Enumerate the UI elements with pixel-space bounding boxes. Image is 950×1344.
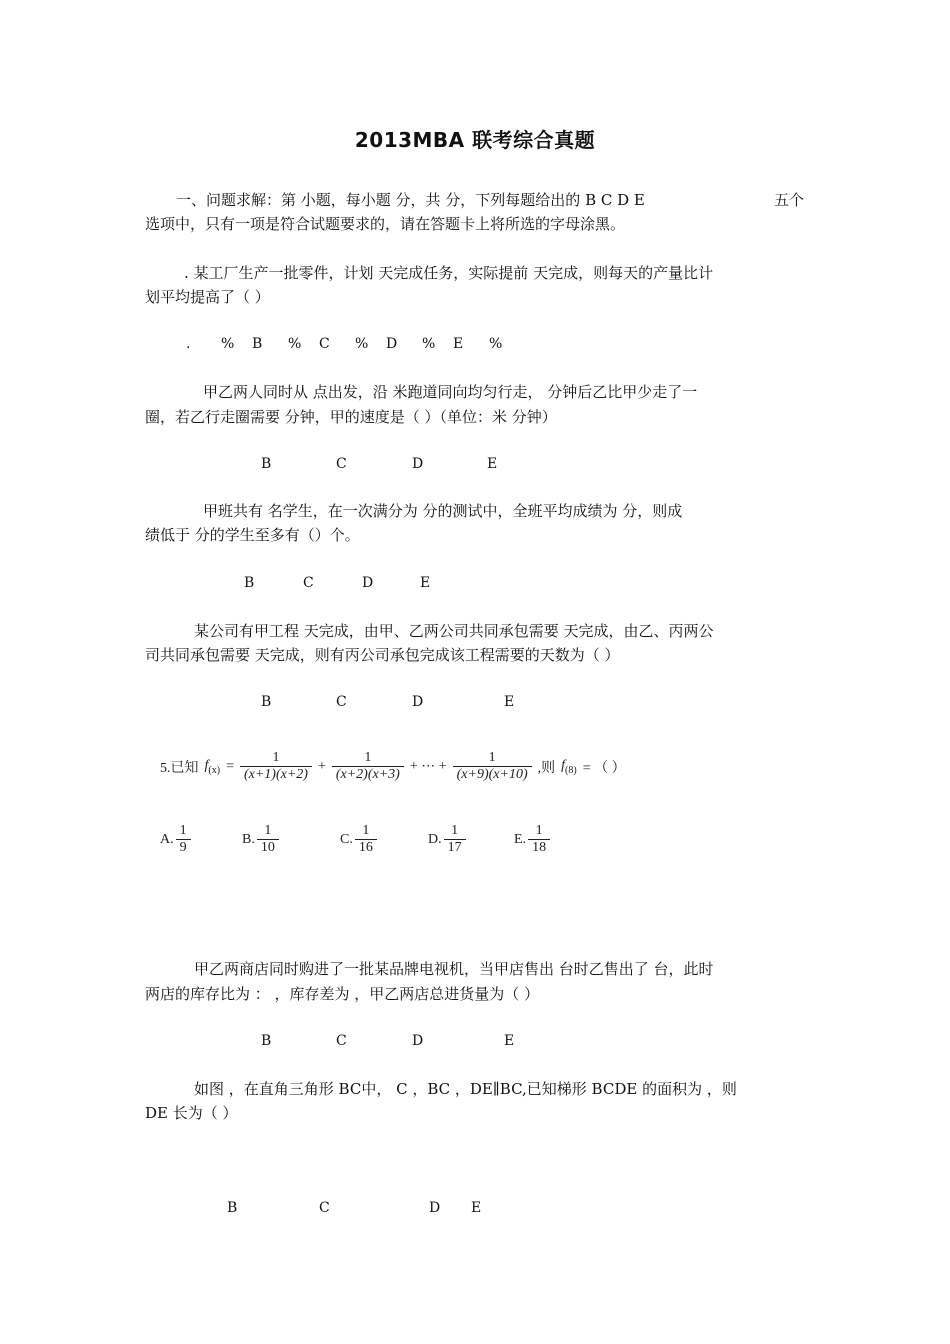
q7-option-c: C — [319, 1200, 330, 1216]
q1-option-e-label: E — [453, 336, 464, 352]
q5-option-c — [340, 823, 377, 856]
q5-option-a — [160, 823, 191, 856]
q2-line-1: 甲乙两人同时从 点出发，沿 米跑道同向均匀行走， 分钟后乙比甲少走了一 — [203, 383, 698, 401]
q6-option-e: E — [504, 1033, 515, 1049]
q3-option-c: C — [303, 575, 314, 591]
q6-option-c: C — [336, 1033, 347, 1049]
q1-line-1: . 某工厂生产一批零件，计划 天完成任务，实际提前 天完成，则每天的产量比计 — [184, 264, 714, 282]
q3-option-e: E — [420, 575, 431, 591]
q5-option-b-numerator: 1 — [264, 823, 272, 838]
q6-line-1: 甲乙两商店同时购进了一批某品牌电视机，当甲店售出 台时乙售出了 台，此时 — [194, 960, 714, 978]
q5-function — [205, 758, 221, 776]
q5-option-a-label: A. — [160, 831, 174, 847]
q5-option-a-denominator: 9 — [176, 839, 191, 856]
q5-option-c-denominator: 16 — [355, 839, 377, 856]
q5-term-1-denominator: (x+1)(x+2) — [240, 766, 312, 783]
q2-line-2: 圈，若乙行走圈需要 分钟，甲的速度是（ ）（单位：米 分钟） — [145, 408, 557, 426]
q7-line-1: 如图 ，在直角三角形 BC中， C ，BC ，DE∥BC,已知梯形 BCDE 的面积为 ，则 — [194, 1080, 737, 1098]
q5-f8-symbol: f — [561, 757, 566, 773]
q6-option-b: B — [261, 1033, 272, 1049]
q3-line-2: 绩低于 分的学生至多有（）个。 — [145, 526, 360, 544]
q5-tail: = （ ） — [582, 760, 626, 776]
q5-equals: = — [226, 758, 234, 774]
instructions-overlap-text: 五个 — [774, 191, 805, 209]
q5-plus: + — [317, 758, 326, 774]
q5-ellipsis: + ⋯ + — [409, 759, 447, 774]
q3-option-b: B — [244, 575, 255, 591]
q5-option-e — [514, 823, 550, 856]
q5-term-2 — [332, 750, 404, 783]
q1-option-c-label: C — [319, 336, 330, 352]
q5-option-e-numerator: 1 — [535, 823, 543, 838]
q2-option-b: B — [261, 456, 272, 472]
q5-term-3-denominator: (x+9)(x+10) — [453, 766, 532, 783]
q6-line-2: 两店的库存比为 ： ，库存差为 ，甲乙两店总进货量为（ ） — [145, 985, 540, 1003]
q5-term-2-denominator: (x+2)(x+3) — [332, 766, 404, 783]
q1-line-2: 划平均提高了（ ） — [145, 288, 270, 306]
q7-option-d: D — [429, 1200, 441, 1216]
q5-term-2-numerator: 1 — [364, 750, 372, 765]
q5-option-b-label: B. — [242, 831, 255, 847]
q1-option-marker: . — [186, 336, 191, 352]
q1-option-d-label: D — [386, 336, 398, 352]
q5-option-e-denominator: 18 — [528, 839, 550, 856]
q1-option-b-label: B — [252, 336, 263, 352]
q3-option-d: D — [362, 575, 374, 591]
q5-prefix: 5.已知 — [160, 760, 199, 776]
q2-option-c: C — [336, 456, 347, 472]
q4-line-1: 某公司有甲工程 天完成，由甲、乙两公司共同承包需要 天完成，由乙、丙两公 — [194, 622, 714, 640]
q1-option-c-value: % — [355, 336, 369, 352]
q5-f8 — [561, 758, 577, 776]
q5-option-e-label: E. — [514, 831, 527, 847]
q5-option-b — [242, 823, 279, 856]
q1-option-a-value: % — [221, 336, 235, 352]
q5-f-symbol: f — [204, 757, 209, 773]
q5-formula — [160, 750, 626, 783]
q5-f-subscript: (x) — [208, 764, 221, 776]
q7-option-b: B — [227, 1200, 238, 1216]
q4-option-e: E — [504, 694, 515, 710]
instructions-line-2: 选项中，只有一项是符合试题要求的，请在答题卡上将所选的字母涂黑。 — [145, 215, 626, 233]
q5-option-d — [428, 823, 466, 856]
q4-line-2: 司共同承包需要 天完成，则有丙公司承包完成该工程需要的天数为（ ） — [145, 646, 620, 664]
q1-option-e-value: % — [489, 336, 503, 352]
q5-option-c-numerator: 1 — [362, 823, 370, 838]
q4-option-b: B — [261, 694, 272, 710]
q5-term-3-numerator: 1 — [488, 750, 496, 765]
q5-term-1-numerator: 1 — [272, 750, 280, 765]
q2-option-d: D — [412, 456, 424, 472]
q5-term-1 — [240, 750, 312, 783]
q4-option-c: C — [336, 694, 347, 710]
q1-option-b-value: % — [288, 336, 302, 352]
page-title: 2013MBA 联考综合真题 — [354, 128, 596, 152]
q3-line-1: 甲班共有 名学生，在一次满分为 分的测试中，全班平均成绩为 分，则成 — [203, 502, 683, 520]
q5-option-b-denominator: 10 — [257, 839, 279, 856]
q5-option-d-denominator: 17 — [444, 839, 466, 856]
q5-option-c-label: C. — [340, 831, 353, 847]
q5-term-3 — [453, 750, 532, 783]
q7-line-2: DE 长为（ ） — [145, 1104, 238, 1122]
q5-then: ,则 — [537, 760, 556, 776]
q1-option-d-value: % — [422, 336, 436, 352]
q5-option-d-numerator: 1 — [451, 823, 459, 838]
q6-option-d: D — [412, 1033, 424, 1049]
q5-option-d-label: D. — [428, 831, 442, 847]
q2-option-e: E — [487, 456, 498, 472]
q5-f8-subscript: (8) — [565, 764, 577, 776]
instructions-line-1: 一、问题求解：第 小题，每小题 分，共 分，下列每题给出的 B C D E — [176, 191, 645, 209]
q7-option-e: E — [471, 1200, 482, 1216]
q5-option-a-numerator: 1 — [179, 823, 187, 838]
q4-option-d: D — [412, 694, 424, 710]
